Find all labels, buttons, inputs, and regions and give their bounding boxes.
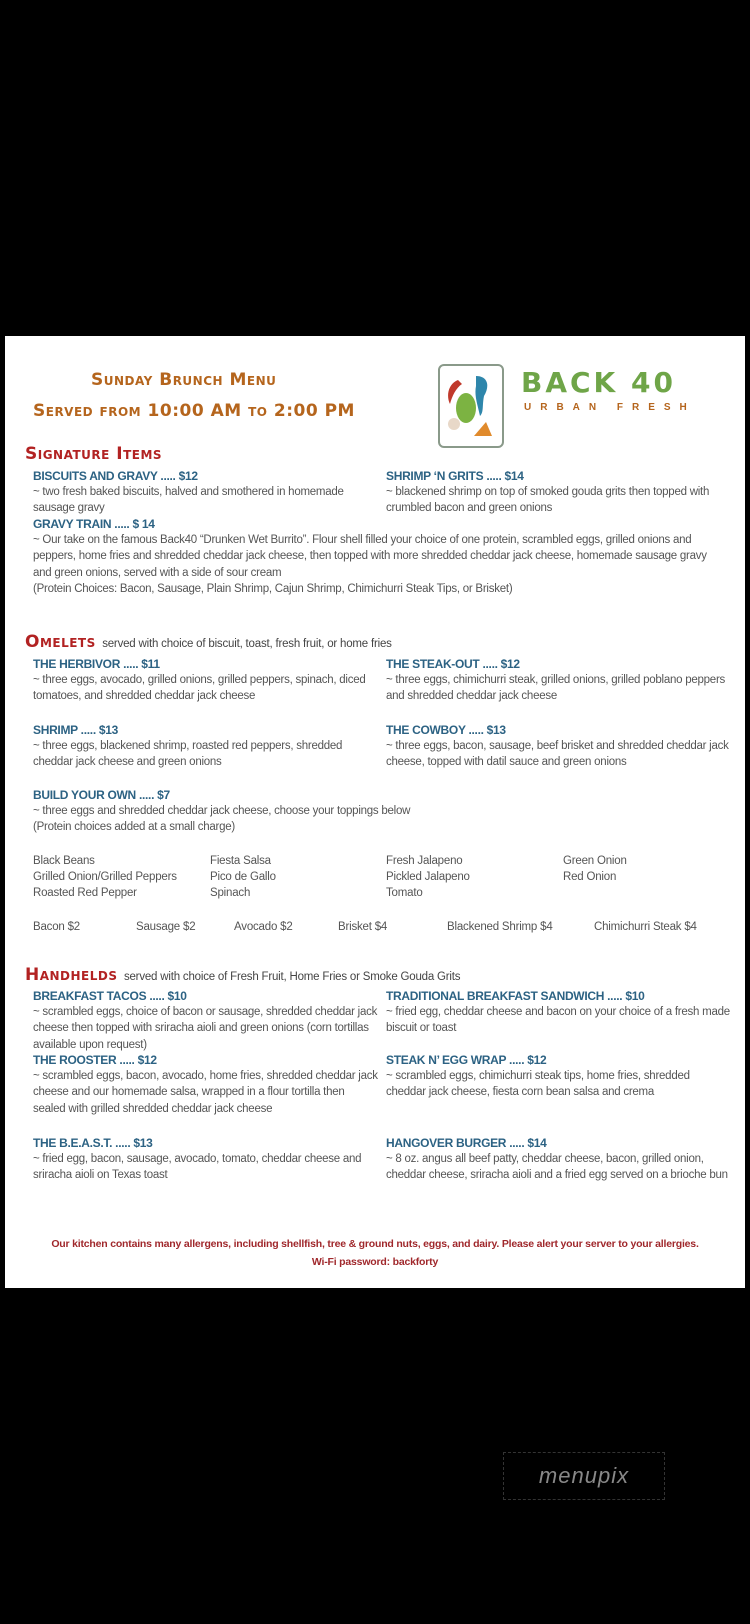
menu-item xyxy=(33,988,378,1053)
topping: Roasted Red Pepper xyxy=(33,887,137,900)
menu-item xyxy=(33,1135,378,1184)
item-desc: ~ fried egg, cheddar cheese and bacon on your choice of a fresh made biscuit or toast xyxy=(386,1006,730,1035)
topping: Black Beans xyxy=(33,855,95,867)
watermark-logo: menupix xyxy=(503,1452,665,1500)
menu-item xyxy=(386,656,731,705)
item-desc: ~ three eggs, blackened shrimp, roasted red peppers, shredded cheddar jack cheese and green onions xyxy=(33,740,343,769)
item-name: SHRIMP ..... $13 xyxy=(33,723,119,737)
item-note: (Protein Choices: Bacon, Sausage, Plain Shrimp, Cajun Shrimp, Chimichurri Steak Tips, or Brisket) xyxy=(33,582,513,595)
menu-item xyxy=(33,787,633,836)
menu-item xyxy=(33,1052,378,1117)
protein-addon: Blackened Shrimp $4 xyxy=(447,921,553,933)
item-name: HANGOVER BURGER ..... $14 xyxy=(386,1136,547,1150)
item-name: THE HERBIVOR ..... $11 xyxy=(33,657,160,671)
item-desc: ~ three eggs and shredded cheddar jack cheese, choose your toppings below xyxy=(33,805,411,818)
menu-item xyxy=(386,1135,731,1184)
section-name: Omelets xyxy=(25,632,96,652)
menu-item xyxy=(33,516,723,597)
section-name: Handhelds xyxy=(25,965,118,985)
item-name: TRADITIONAL BREAKFAST SANDWICH ..... $10 xyxy=(386,989,645,1003)
item-name: STEAK N’ EGG WRAP ..... $12 xyxy=(386,1053,547,1067)
protein-addon: Sausage $2 xyxy=(136,921,196,933)
protein-addon: Chimichurri Steak $4 xyxy=(594,921,697,933)
item-desc: ~ three eggs, chimichurri steak, grilled onions, grilled poblano peppers and shredded cheddar jack cheese xyxy=(386,674,726,703)
item-desc: ~ scrambled eggs, bacon, avocado, home fries, shredded cheddar jack cheese and our homemade salsa, wrapped in a flour tortilla then sealed with grilled shredded cheddar jack cheese xyxy=(33,1070,378,1115)
item-desc: ~ fried egg, bacon, sausage, avocado, tomato, cheddar cheese and sriracha aioli on Texas toast xyxy=(33,1153,362,1182)
item-name: BISCUITS AND GRAVY ..... $12 xyxy=(33,469,198,483)
toppings-column xyxy=(386,853,470,902)
menu-item xyxy=(386,468,731,517)
section-title-omelets xyxy=(25,632,392,652)
item-desc: ~ scrambled eggs, choice of bacon or sausage, shredded cheddar jack cheese then topped with sriracha aioli and green onions (corn tortillas available upon request) xyxy=(33,1006,378,1051)
menu-hours: Served from 10:00 AM to 2:00 PM xyxy=(33,401,355,421)
item-name: THE ROOSTER ..... $12 xyxy=(33,1053,157,1067)
section-subtitle: served with choice of biscuit, toast, fresh fruit, or home fries xyxy=(102,638,392,650)
toppings-column xyxy=(210,853,276,902)
topping: Tomato xyxy=(386,887,423,900)
menu-item xyxy=(33,722,378,771)
protein-addon: Bacon $2 xyxy=(33,921,80,933)
menu-item xyxy=(386,988,731,1037)
menu-item xyxy=(33,468,378,517)
protein-addon: Avocado $2 xyxy=(234,921,293,933)
protein-addon: Brisket $4 xyxy=(338,921,388,933)
item-name: BUILD YOUR OWN ..... $7 xyxy=(33,788,170,802)
wifi-password: Wi-Fi password: backforty xyxy=(311,1256,439,1268)
item-name: SHRIMP ‘N GRITS ..... $14 xyxy=(386,469,524,483)
item-desc: ~ scrambled eggs, chimichurri steak tips, home fries, shredded cheddar jack cheese, fiesta corn bean salsa and crema xyxy=(386,1070,690,1099)
topping: Pico de Gallo xyxy=(210,871,276,884)
brand-name: BACK 40 xyxy=(521,366,676,399)
item-desc: ~ 8 oz. angus all beef patty, cheddar cheese, bacon, grilled onion, cheddar cheese, sriracha aioli and a fried egg served on a brioche bun xyxy=(386,1153,728,1182)
item-name: THE STEAK-OUT ..... $12 xyxy=(386,657,520,671)
item-desc: ~ Our take on the famous Back40 “Drunken Wet Burrito”. Flour shell filled your choice of one protein, scrambled eggs, grilled onions and peppers, home fries and shredded cheddar jack cheese, then topped with more shredded cheddar jack cheese, homemade sausage gravy and green onions, served with a side of sour cream xyxy=(33,534,707,579)
topping: Red Onion xyxy=(563,871,617,884)
item-name: BREAKFAST TACOS ..... $10 xyxy=(33,989,187,1003)
logo-icon xyxy=(438,364,504,448)
toppings-column xyxy=(33,853,177,902)
topping: Pickled Jalapeno xyxy=(386,871,470,884)
topping: Green Onion xyxy=(563,855,627,867)
item-name: GRAVY TRAIN ..... $ 14 xyxy=(33,517,155,531)
item-name: THE COWBOY ..... $13 xyxy=(386,723,506,737)
allergy-notice: Our kitchen contains many allergens, including shellfish, tree & ground nuts, eggs, and dairy. Please alert your server to your allergies. xyxy=(51,1238,699,1250)
topping: Fiesta Salsa xyxy=(210,855,271,867)
menu-title: Sunday Brunch Menu xyxy=(91,370,277,390)
item-desc: ~ three eggs, avocado, grilled onions, grilled peppers, spinach, diced tomatoes, and shredded cheddar jack cheese xyxy=(33,674,366,703)
section-subtitle: served with choice of Fresh Fruit, Home Fries or Smoke Gouda Grits xyxy=(123,971,461,983)
item-desc: ~ blackened shrimp on top of smoked gouda grits then topped with crumbled bacon and green onions xyxy=(386,486,710,515)
section-title-handhelds xyxy=(25,965,460,985)
item-note: (Protein choices added at a small charge) xyxy=(33,821,235,834)
topping: Spinach xyxy=(210,887,251,900)
item-desc: ~ two fresh baked biscuits, halved and smothered in homemade sausage gravy xyxy=(33,486,344,515)
menu-card xyxy=(5,336,745,1288)
brand-tagline: URBAN FRESH xyxy=(524,402,696,413)
item-desc: ~ three eggs, bacon, sausage, beef brisket and shredded cheddar jack cheese, topped with datil sauce and green onions xyxy=(386,740,729,769)
topping: Fresh Jalapeno xyxy=(386,855,463,867)
toppings-column xyxy=(563,853,627,885)
menu-item xyxy=(386,722,736,771)
menu-item xyxy=(33,656,378,705)
item-name: THE B.E.A.S.T. ..... $13 xyxy=(33,1136,153,1150)
section-title-signature: Signature Items xyxy=(25,444,163,464)
menu-item xyxy=(386,1052,731,1101)
topping: Grilled Onion/Grilled Peppers xyxy=(33,871,177,884)
